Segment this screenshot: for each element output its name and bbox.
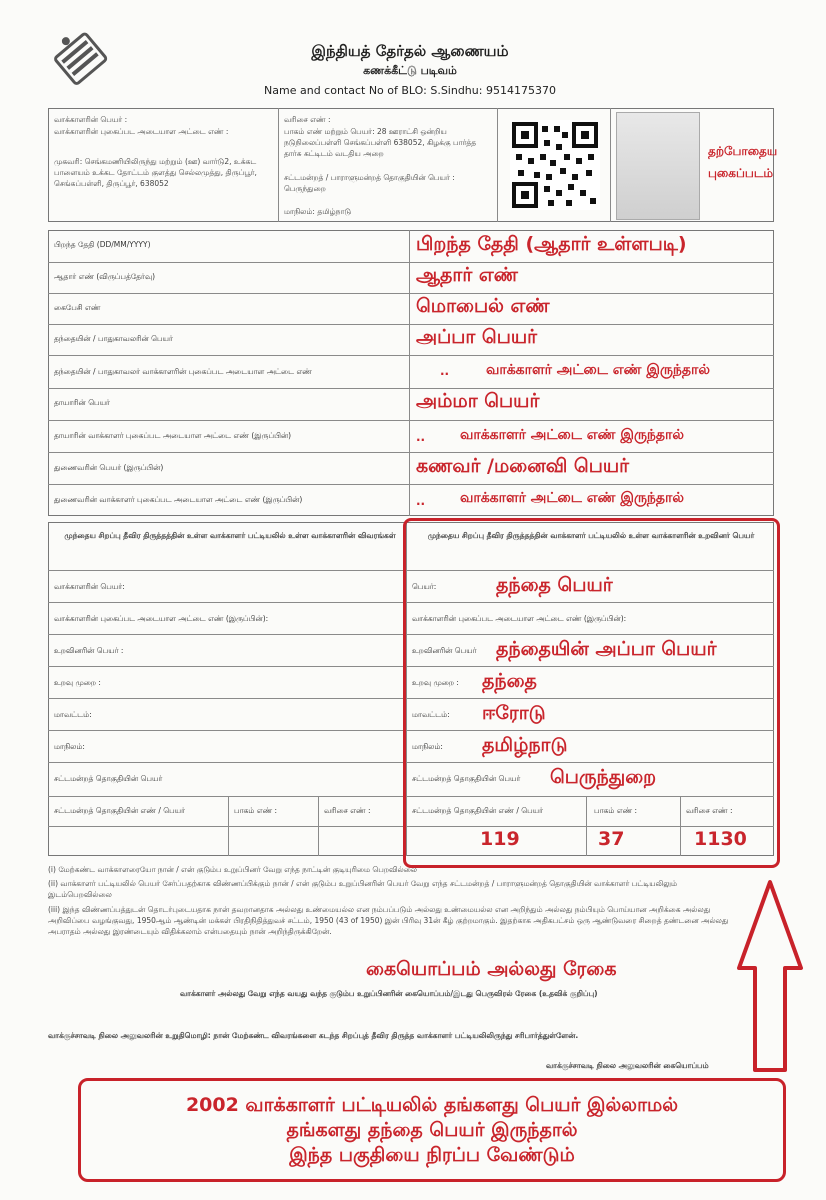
dots-mark: .. <box>416 494 426 508</box>
voter-photo <box>616 112 700 220</box>
note-box <box>78 1078 786 1182</box>
rel-district-label: மாவட்டம்: <box>412 710 450 719</box>
rel-state-label: மாநிலம்: <box>412 742 443 751</box>
prev-district-label: மாவட்டம்: <box>54 710 92 719</box>
note-line-2: தங்களது தந்தை பெயர் இருந்தால் <box>286 1119 578 1141</box>
prev-serial-number-label: வரிசை எண் : <box>324 806 371 815</box>
spouse-epic-label: துணைவரின் வாக்காளர் புகைப்பட அடையாள அட்டை எண் (இருப்பின்) <box>54 495 303 504</box>
father-name-label: தந்தையின் / பாதுகாவலரின் பெயர் <box>54 334 173 343</box>
left-section-header: முந்தைய சிறப்பு தீவிர திருத்தத்தின் உள்ள வாக்காளர் பட்டியலில் உள்ள வாக்காளரின் விவரங்கள் <box>64 531 396 540</box>
rel-epic-label: வாக்காளரின் புகைப்பட அடையாள அட்டை எண் (இருப்பின்): <box>412 614 627 623</box>
prev-ac-number-label: சட்டமன்றத் தொகுதியின் எண் / பெயர் <box>54 806 185 815</box>
rel-district-value[interactable]: ஈரோடு <box>482 702 546 724</box>
dob-label: பிறந்த தேதி (DD/MM/YYYY) <box>54 240 151 249</box>
prev-constituency-label: சட்டமன்றத் தொகுதியின் பெயர் <box>54 774 163 783</box>
prev-state-label: மாநிலம்: <box>54 742 85 751</box>
signature-line[interactable]: வாக்காளர் அல்லது வேறு எந்த வயது வந்த குடும்ப உறுப்பினரின் கையொப்பம்/இடது பெருவிரல் ரேகை (உதவிக் குறிப்பு) <box>180 989 598 998</box>
dots-mark: .. <box>440 364 450 378</box>
rel-part-number-value[interactable]: 37 <box>598 828 625 850</box>
relative-highlight-frame <box>403 518 780 868</box>
blo-signature[interactable]: வாக்குச்சாவடி நிலை அலுவலரின் கையொப்பம் <box>546 1061 709 1070</box>
rel-constituency-label: சட்டமன்றத் தொகுதியின் பெயர் <box>412 774 521 783</box>
mobile-label: கைபேசி எண் <box>54 303 101 312</box>
rel-ac-number-label: சட்டமன்றத் தொகுதியின் எண் / பெயர் <box>412 806 543 815</box>
mother-name-label: தாயாரின் பெயர் <box>54 398 110 407</box>
rel-name-value[interactable]: தந்தை பெயர் <box>496 574 613 596</box>
eci-logo-icon <box>50 28 110 88</box>
form-subtitle: கணக்கீட்டு படிவம் <box>363 64 457 77</box>
blo-certificate: வாக்குச்சாவடி நிலை அலுவலரின் உறுதிமொழி: நான் மேற்கண்ட விவரங்களை கடந்த சிறப்புத் தீவிர திருத்த வாக்காளர் பட்டியலிலிருந்து சரிபார்த்துள்ளேன். <box>48 1031 579 1040</box>
rel-serial-number-label: வரிசை எண் : <box>686 806 733 815</box>
part-number-info: பாகம் எண் மற்றும் பெயர்: 28 ஊராட்சி ஒன்றிய நடுநிலைப்பள்ளி செங்கப்பள்ளி 638052, கிழக்கு பார்த்த தார்சு கட்டிடம் வடதிய அறை <box>284 127 477 158</box>
prev-part-number-label: பாகம் எண் : <box>234 806 278 815</box>
state-info: மாநிலம்: தமிழ்நாடு <box>284 207 352 216</box>
aadhaar-value[interactable]: ஆதார் எண் <box>416 264 518 286</box>
photo-note: தற்போதைய புகைப்படம் <box>708 144 778 180</box>
prev-voter-name-label: வாக்காளரின் பெயர்: <box>54 582 125 591</box>
rel-name-label: பெயர்: <box>412 582 437 591</box>
father-name-value[interactable]: அப்பா பெயர் <box>416 326 538 348</box>
signature-prompt: கையொப்பம் அல்லது ரேகை <box>366 958 617 980</box>
mother-epic-value[interactable]: வாக்காளர் அட்டை எண் இருந்தால் <box>460 427 684 443</box>
mother-epic-label: தாயாரின் வாக்காளர் புகைப்பட அடையாள அட்டை எண் (இருப்பின்) <box>54 431 292 440</box>
rel-constituency-value[interactable]: பெருந்துறை <box>550 766 657 788</box>
qr-code-icon <box>510 120 600 210</box>
dob-value[interactable]: பிறந்த தேதி (ஆதார் உள்ளபடி) <box>416 233 687 255</box>
right-section-header: முந்தைய சிறப்பு தீவிர திருத்தத்தின் வாக்காளர் பட்டியலில் உள்ள வாக்காளரின் உறவினர் பெயர் <box>427 531 755 540</box>
blo-contact: Name and contact No of BLO: S.Sindhu: 9514175370 <box>264 84 556 97</box>
voter-epic-label: வாக்காளரின் புகைப்பட அடையாள அட்டை எண் : <box>54 127 229 136</box>
declaration-1: (i) மேற்கண்ட வாக்காளரையோ நான் / என் குடும்ப உறுப்பினர் வேறு எந்த நாட்டின் குடியுரிமை பெறவில்லை <box>48 865 418 874</box>
form-title: இந்தியத் தேர்தல் ஆணையம் <box>311 42 509 60</box>
father-epic-label: தந்தையின் / பாதுகாவலர் வாக்காளரின் புகைப்பட அடையாள அட்டை எண் <box>54 367 312 376</box>
rel-ac-number-value[interactable]: 119 <box>480 828 520 850</box>
note-line-1: 2002 வாக்காளர் பட்டியலில் தங்களது பெயர் இல்லாமல் <box>185 1094 679 1116</box>
rel-relation-label: உறவு முறை : <box>412 678 459 687</box>
spouse-epic-value[interactable]: வாக்காளர் அட்டை எண் இருந்தால் <box>460 490 684 506</box>
dots-mark: .. <box>416 430 426 444</box>
constituency-info: சட்டமன்றத் / பாராளுமன்றத் தொகுதியின் பெயர் : பெருந்துறை <box>284 173 455 193</box>
up-arrow-icon <box>735 878 805 1074</box>
rel-state-value[interactable]: தமிழ்நாடு <box>482 734 568 756</box>
spouse-name-value[interactable]: கணவர் /மனைவி பெயர் <box>416 455 630 477</box>
declaration-2: (ii) வாக்காளர் பட்டியலில் பெயர் சேர்ப்பதற்காக விண்ணப்பிக்கும் நான் / என் குடும்ப உறுப்பினரின் பெயர் வேறு எந்த சட்டமன்றத் / பாராளுமன்றத் தொகுதியின் வாக்காளர் பட்டியலிலும் இடம்பெறவில்லை <box>48 879 678 899</box>
prev-voter-epic-label: வாக்காளரின் புகைப்பட அடையாள அட்டை எண் (இருப்பின்): <box>54 614 269 623</box>
voter-name-label: வாக்காளரின் பெயர் : <box>54 115 128 124</box>
prev-relative-name-label: உறவினரின் பெயர் : <box>54 646 124 655</box>
rel-serial-number-value[interactable]: 1130 <box>694 828 747 850</box>
aadhaar-label: ஆதார் எண் (விருப்பத்தேர்வு) <box>54 272 156 281</box>
rel-relation-value[interactable]: தந்தை <box>482 670 537 692</box>
serial-number-label: வரிசை எண் : <box>284 115 331 124</box>
prev-relation-label: உறவு முறை : <box>54 678 101 687</box>
voter-address: முகவரி: செங்கமணியிலிருந்து மற்றும் (ஊ) வார்டு2, உக்கட பாளையம் உக்கட தோட்டம் குளத்து செல்லமுத்து, திருப்பூர், செங்கப்பள்ளி, திருப்பூர், 638052 <box>54 157 257 188</box>
mobile-value[interactable]: மொபைல் எண் <box>416 295 550 317</box>
father-epic-value[interactable]: வாக்காளர் அட்டை எண் இருந்தால் <box>486 362 710 378</box>
spouse-name-label: துணைவரின் பெயர் (இருப்பின்) <box>54 463 164 472</box>
declaration-3: (iii) இந்த விண்ணப்பத்துடன் தொடர்புடையதாக நான் தவறானதாக அல்லது உண்மையல்ல என நம்பப்படும் அல்லது உண்மையல்ல என அறிந்தும் அல்லது நம்பியும் பொய்யான அறிக்கை அல்லது அறிவிப்பை வழங்குவது, 1950ஆம் ஆண்டின் மக்கள் பிரதிநிதித்துவச் சட்டம், 1950 (43 of 1950) இன் பிரிவு 31ன் கீழ் குற்றமாகும். இதற்காக அதிகபட்சம் ஒரு ஆண்டுவரை சிறைத் தண்டனை அல்லது அபராதம் அல்லது இரண்டையும் விதிக்கலாம் என்பதையும் நான் அறிந்திருக்கிறேன். <box>48 905 729 936</box>
mother-name-value[interactable]: அம்மா பெயர் <box>416 390 540 412</box>
rel-relative-value[interactable]: தந்தையின் அப்பா பெயர் <box>496 638 717 660</box>
note-line-3: இந்த பகுதியை நிரப்ப வேண்டும் <box>289 1144 575 1166</box>
rel-part-number-label: பாகம் எண் : <box>594 806 638 815</box>
rel-relative-label: உறவினரின் பெயர் <box>412 646 477 655</box>
